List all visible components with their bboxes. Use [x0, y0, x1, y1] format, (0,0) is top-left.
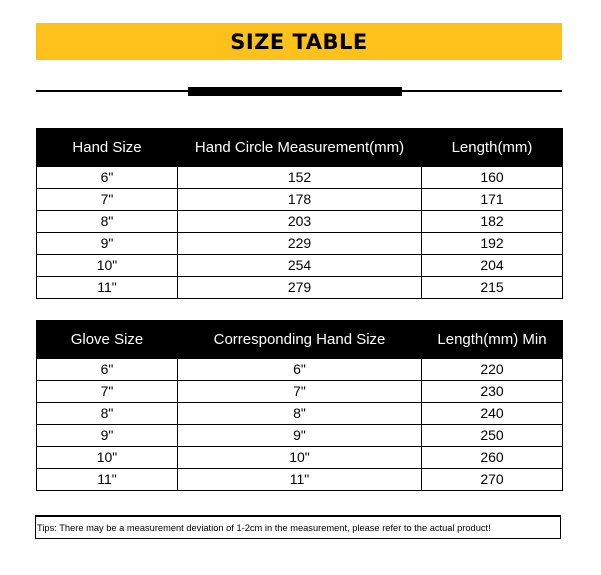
table-cell: 260 [422, 447, 563, 469]
table-cell: 279 [178, 277, 422, 299]
table-cell: 178 [178, 189, 422, 211]
table-row [37, 277, 563, 299]
table-cell: 192 [422, 233, 563, 255]
table-row [37, 189, 563, 211]
table-cell: 171 [422, 189, 563, 211]
table-cell: 9" [37, 425, 178, 447]
table-row [37, 359, 563, 381]
table-cell: 230 [422, 381, 563, 403]
table-cell: 215 [422, 277, 563, 299]
table-row [37, 233, 563, 255]
table-row [37, 211, 563, 233]
table-cell: 10" [37, 255, 178, 277]
table-cell: 9" [178, 425, 422, 447]
divider-accent-bar [188, 87, 402, 96]
table-cell: 7" [37, 189, 178, 211]
column-header-hand-size: Hand Size [37, 129, 178, 167]
table-cell: 152 [178, 167, 422, 189]
table-cell: 220 [422, 359, 563, 381]
table-cell: 254 [178, 255, 422, 277]
table-cell: 8" [37, 403, 178, 425]
title-banner [36, 23, 562, 60]
table-cell: 11" [178, 469, 422, 491]
table-cell: 10" [178, 447, 422, 469]
glove-size-table [36, 320, 563, 491]
table-cell: 9" [37, 233, 178, 255]
table-row [37, 381, 563, 403]
table-cell: 204 [422, 255, 563, 277]
column-header-glove-size: Glove Size [37, 321, 178, 359]
table-cell: 11" [37, 277, 178, 299]
column-header-corresponding-hand-size: Corresponding Hand Size [178, 321, 422, 359]
table-cell: 6" [178, 359, 422, 381]
table-row [37, 403, 563, 425]
column-header-length-min: Length(mm) Min [422, 321, 563, 359]
column-header-length: Length(mm) [422, 129, 563, 167]
table-cell: 11" [37, 469, 178, 491]
table-cell: 8" [178, 403, 422, 425]
table-row [37, 425, 563, 447]
table-cell: 7" [178, 381, 422, 403]
tips-text: Tips: There may be a measurement deviation of 1-2cm in the measurement, please refer to the actual product! [37, 522, 491, 533]
table-cell: 250 [422, 425, 563, 447]
column-header-hand-circle: Hand Circle Measurement(mm) [178, 129, 422, 167]
table-cell: 10" [37, 447, 178, 469]
table-cell: 203 [178, 211, 422, 233]
table-cell: 182 [422, 211, 563, 233]
hand-size-table [36, 128, 563, 299]
table-header-row [37, 321, 563, 359]
table-cell: 270 [422, 469, 563, 491]
table-cell: 6" [37, 167, 178, 189]
table-row [37, 255, 563, 277]
table-cell: 7" [37, 381, 178, 403]
table-header-row [37, 129, 563, 167]
tips-box [35, 515, 561, 539]
table-cell: 240 [422, 403, 563, 425]
page-title: SIZE TABLE [230, 29, 368, 54]
table-cell: 160 [422, 167, 563, 189]
table-cell: 229 [178, 233, 422, 255]
table-row [37, 469, 563, 491]
table-cell: 8" [37, 211, 178, 233]
table-row [37, 167, 563, 189]
table-row [37, 447, 563, 469]
table-cell: 6" [37, 359, 178, 381]
